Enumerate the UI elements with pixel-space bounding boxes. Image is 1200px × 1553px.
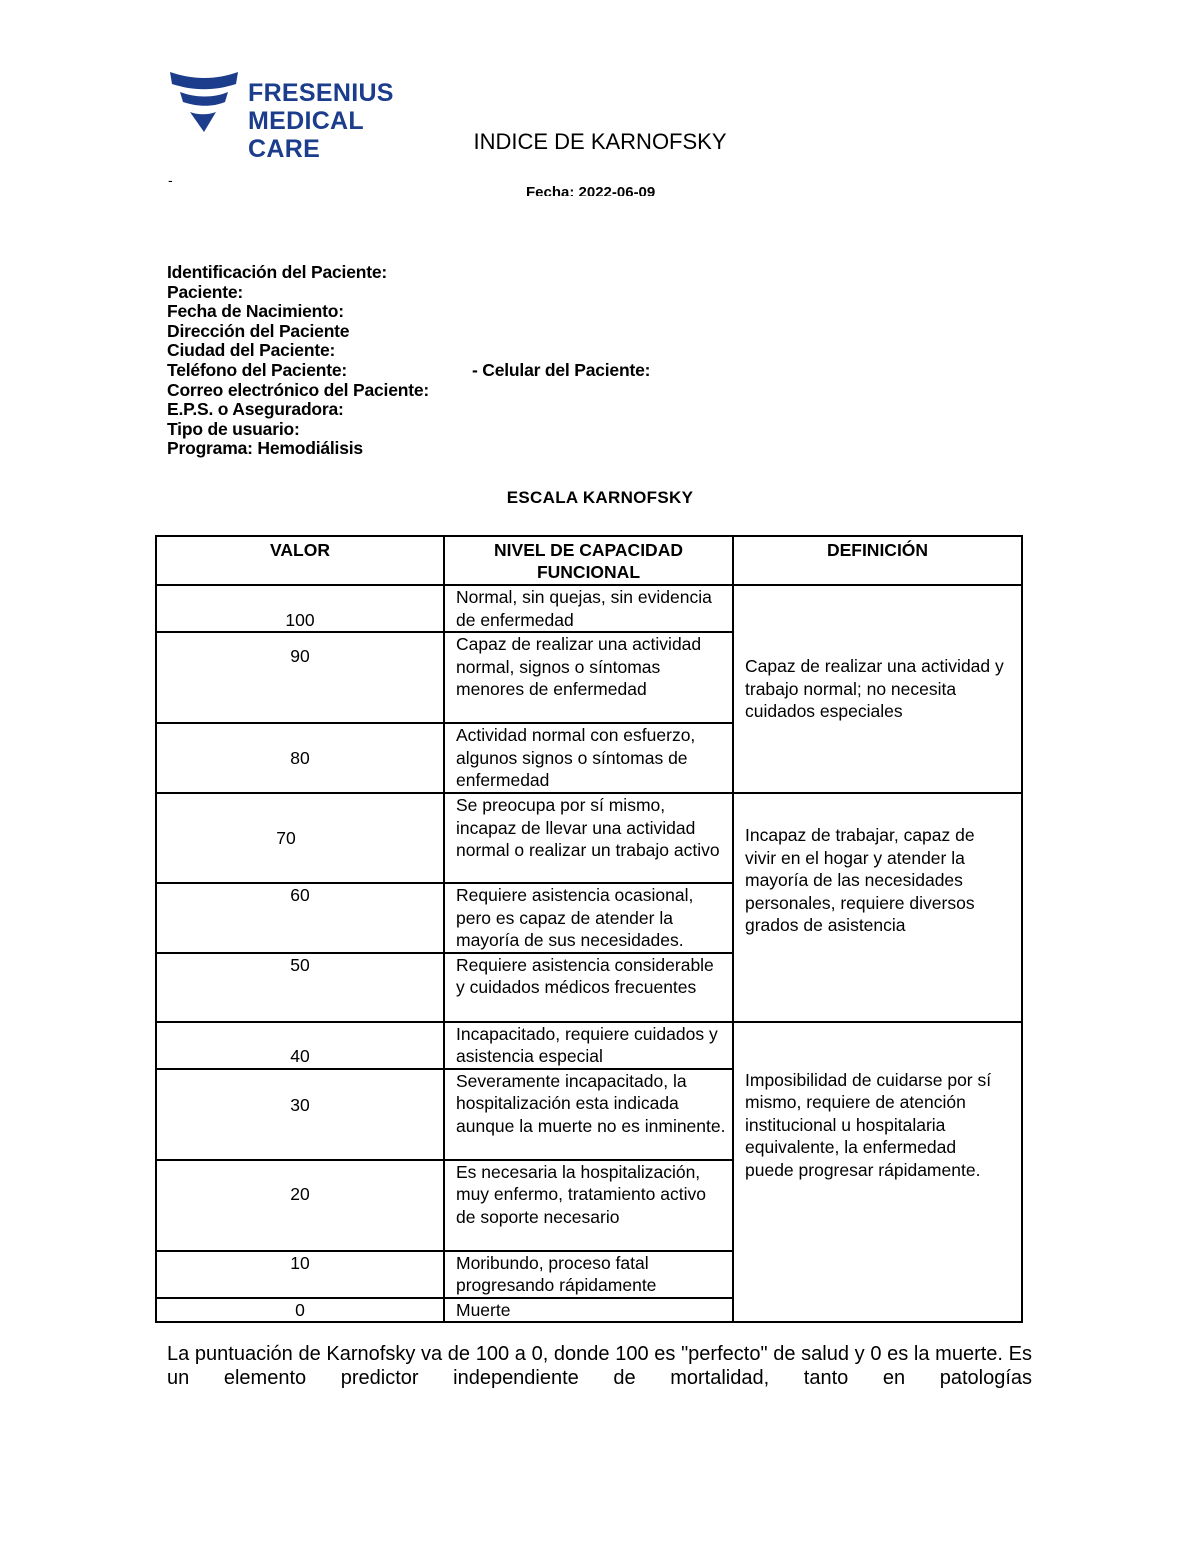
definition-cell: Capaz de realizar una actividad y trabajo normal; no necesita cuidados especiales	[733, 585, 1022, 793]
table-row	[156, 793, 1022, 883]
value-cell: 40	[156, 1022, 444, 1069]
table-row	[156, 1022, 1022, 1069]
company-logo	[168, 70, 422, 163]
description-paragraph: La puntuación de Karnofsky va de 100 a 0, donde 100 es "perfecto" de salud y 0 es la muerte. Es un elemento predictor independiente de mortalidad, tanto en patologías	[167, 1343, 1032, 1389]
level-cell: Requiere asistencia ocasional, pero es capaz de atender la mayoría de sus necesidades.	[444, 883, 733, 953]
user-type-label: Tipo de usuario:	[167, 418, 300, 439]
value-cell: 70	[156, 793, 444, 883]
page-title: INDICE DE KARNOFSKY	[473, 129, 727, 154]
phone-label: Teléfono del Paciente:	[167, 359, 348, 380]
insurer-label: E.P.S. o Aseguradora:	[167, 399, 344, 420]
dash-mark: -	[168, 172, 173, 188]
value-cell: 30	[156, 1069, 444, 1160]
value-cell: 80	[156, 723, 444, 793]
level-cell: Se preocupa por sí mismo, incapaz de llevar una actividad normal o realizar un trabajo activo	[444, 793, 733, 883]
program-label: Programa: Hemodiálisis	[167, 438, 363, 459]
city-label: Ciudad del Paciente:	[167, 340, 336, 361]
logo-mark-icon	[168, 70, 244, 136]
level-cell: Moribundo, proceso fatal progresando rápidamente	[444, 1251, 733, 1298]
patient-name-label: Paciente:	[167, 281, 244, 302]
patient-info	[167, 262, 651, 459]
logo-line-2: MEDICAL CARE	[248, 107, 364, 163]
logo-line-1: FRESENIUS	[248, 79, 394, 107]
birthdate-label: Fecha de Nacimiento:	[167, 301, 344, 322]
level-cell: Normal, sin quejas, sin evidencia de enfermedad	[444, 585, 733, 632]
table-row	[156, 585, 1022, 632]
value-cell: 90	[156, 632, 444, 723]
level-cell: Capaz de realizar una actividad normal, signos o síntomas menores de enfermedad	[444, 632, 733, 723]
value-cell: 60	[156, 883, 444, 953]
value-cell: 10	[156, 1251, 444, 1298]
table-header-row	[156, 536, 1022, 585]
level-cell: Actividad normal con esfuerzo, algunos signos o síntomas de enfermedad	[444, 723, 733, 793]
address-label: Dirección del Paciente	[167, 320, 350, 341]
header-valor: VALOR	[156, 536, 444, 585]
email-label: Correo electrónico del Paciente:	[167, 379, 430, 400]
definition-cell: Incapaz de trabajar, capaz de vivir en el hogar y atender la mayoría de las necesidades personales, requiere diversos grados de asistencia	[733, 793, 1022, 1022]
level-cell: Requiere asistencia considerable y cuidados médicos frecuentes	[444, 953, 733, 1022]
scale-title: ESCALA KARNOFSKY	[506, 488, 694, 507]
karnofsky-table	[155, 535, 1023, 1323]
header-definicion: DEFINICIÓN	[733, 536, 1022, 585]
value-cell: 20	[156, 1160, 444, 1251]
level-cell: Muerte	[444, 1298, 733, 1323]
date-label: Fecha: 2022-06-09	[526, 184, 656, 196]
header-nivel: NIVEL DE CAPACIDAD FUNCIONAL	[444, 536, 733, 585]
value-cell: 0	[156, 1298, 444, 1323]
patient-id-label: Identificación del Paciente:	[167, 262, 388, 282]
value-cell: 100	[156, 585, 444, 632]
value-cell: 50	[156, 953, 444, 1022]
definition-cell: Imposibilidad de cuidarse por sí mismo, requiere de atención institucional u hospitalaria equivalente, la enfermedad puede progresar rápidamente.	[733, 1022, 1022, 1323]
phone-row	[167, 359, 651, 380]
level-cell: Es necesaria la hospitalización, muy enfermo, tratamiento activo de soporte necesario	[444, 1160, 733, 1251]
mobile-label: - Celular del Paciente:	[472, 359, 651, 380]
level-cell: Severamente incapacitado, la hospitalización esta indicada aunque la muerte no es inminente.	[444, 1069, 733, 1160]
level-cell: Incapacitado, requiere cuidados y asistencia especial	[444, 1022, 733, 1069]
